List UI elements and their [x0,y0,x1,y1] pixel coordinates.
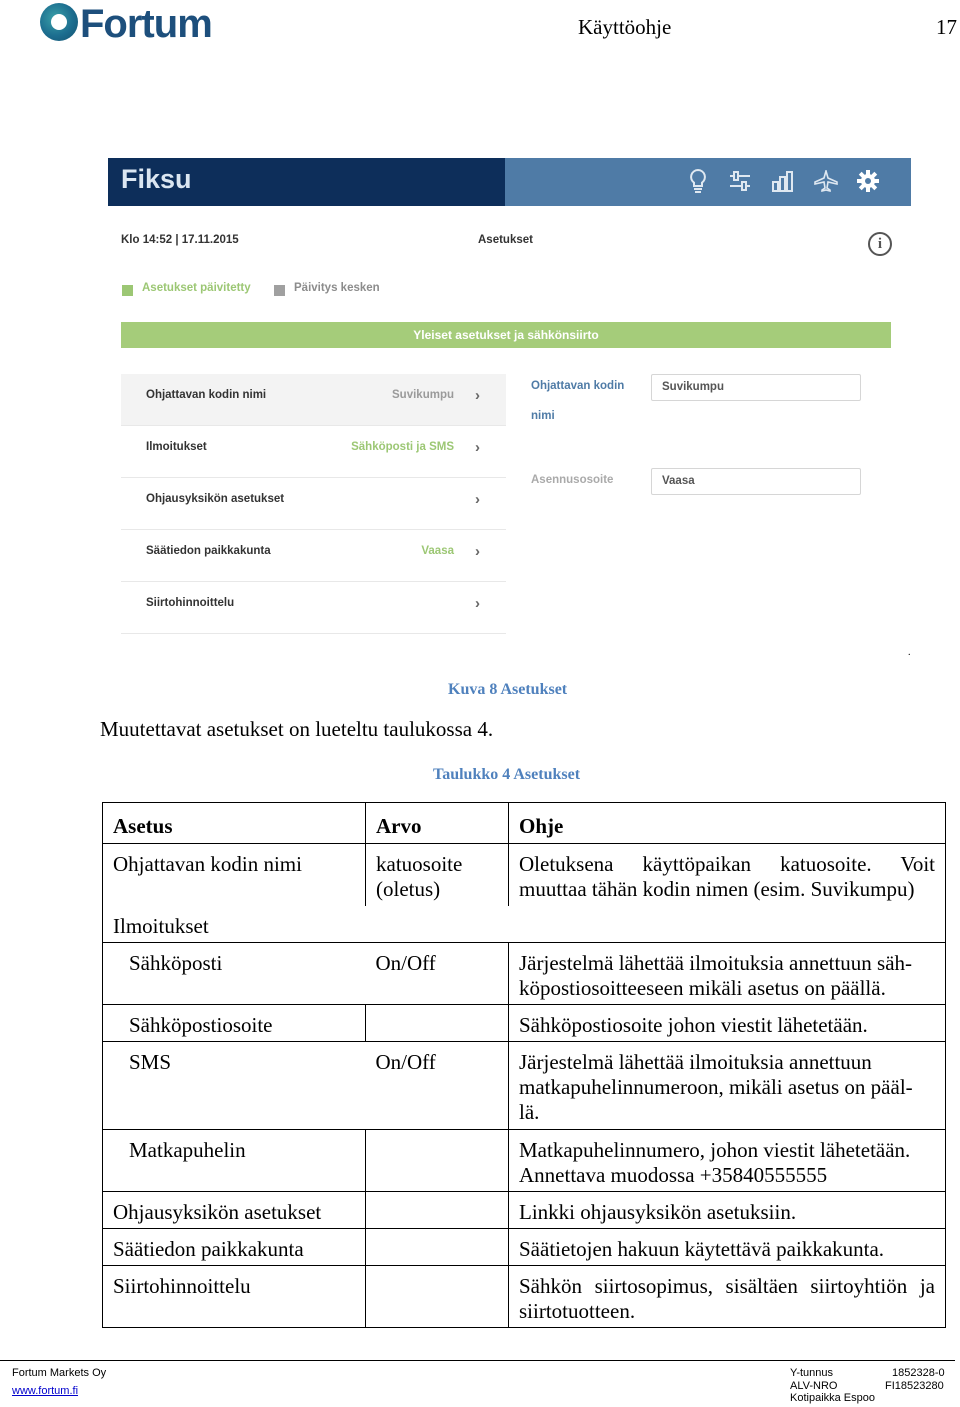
row-value [366,1130,509,1192]
table-row [103,1042,946,1130]
menu-item-label: Ohjausyksikön asetukset [146,493,285,505]
figure-caption: Kuva 8 Asetukset [448,681,568,698]
home-name-input[interactable]: Suvikumpu [651,374,861,401]
menu-item-notifications[interactable] [121,426,506,478]
app-page-label: Asetukset [478,234,533,246]
settings-menu [121,374,506,634]
lightbulb-icon[interactable] [684,167,712,195]
row-value: On/Off [366,943,509,1005]
help-line: Järjestelmä lähettää ilmoituksia annettuun säh- [519,951,913,975]
pending-legend-square [274,285,285,296]
fortum-logo-mark [40,3,78,41]
menu-item-label: Säätiedon paikkakunta [146,545,271,557]
row-help: Linkki ohjausyksikön asetuksiin. [509,1192,946,1229]
row-help: Oletuksena käyttöpaikan katuosoite. Voit muuttaa tähän kodin nimen (esim. Suvikumpu) [509,844,946,906]
address-input[interactable]: Vaasa [651,468,861,495]
home-name-label-cont: nimi [531,410,555,422]
airplane-icon[interactable] [812,167,840,195]
row-value [366,1266,509,1328]
help-line: lä. [519,1100,540,1124]
menu-item-value: Vaasa [421,545,454,557]
gear-icon[interactable] [854,167,882,195]
row-value [366,1192,509,1229]
footer-alv-label: ALV-NRO [790,1380,838,1392]
table-row [103,1192,946,1229]
header-value: Arvo [366,803,509,844]
footer-ytunnus-label: Y-tunnus [790,1367,834,1379]
fortum-logo-text: Fortum [80,2,212,46]
footer-company: Fortum Markets Oy [12,1367,107,1379]
chevron-right-icon: › [475,543,480,560]
menu-item-label: Ohjattavan kodin nimi [146,389,267,401]
settings-table [102,802,946,1328]
chevron-right-icon: › [475,387,480,404]
footer-domicile: Kotipaikka Espoo [790,1392,875,1404]
row-value [366,1005,509,1042]
row-value [366,844,509,906]
table-row [103,1005,946,1042]
legend-pending: Päivitys kesken [294,282,380,294]
help-line: Järjestelmä lähettää ilmoituksia annettuun [519,1050,872,1074]
row-setting: Säätiedon paikkakunta [103,1229,366,1266]
row-setting: Siirtohinnoittelu [103,1266,366,1328]
help-line: Annettava muodossa +35840555555 [519,1163,828,1187]
footer-website[interactable] [12,1385,78,1398]
row-help [509,1130,946,1192]
menu-item-weather-location[interactable] [121,530,506,582]
app-datetime: Klo 14:52 | 17.11.2015 [121,234,239,246]
row-setting: Ohjattavan kodin nimi [103,844,366,906]
help-line: Matkapuhelinnumero, johon viestit lähetetään. [519,1138,911,1162]
table-row [103,1130,946,1192]
row-help [509,1042,946,1130]
menu-item-control-unit[interactable] [121,478,506,530]
help-line: köpostiosoitteeseen mikäli asetus on päällä. [519,976,886,1000]
app-name: Fiksu [121,164,192,194]
stray-dot: . [908,647,911,658]
bar-chart-icon[interactable] [769,167,797,195]
home-name-label: Ohjattavan kodin [531,380,625,392]
row-help: Sähköpostiosoite johon viestit lähetetään. [509,1005,946,1042]
header-setting: Asetus [103,803,366,844]
row-setting-group: Ilmoitukset [103,906,946,943]
row-help [509,943,946,1005]
page-number: 17 [936,15,957,39]
menu-item-home-name[interactable] [121,374,506,426]
menu-item-value: Suvikumpu [392,389,454,401]
footer-alv-value: FI18523280 [885,1380,944,1392]
legend-updated: Asetukset päivitetty [142,282,251,294]
table-caption: Taulukko 4 Asetukset [433,766,581,783]
chevron-right-icon: › [475,491,480,508]
row-value: On/Off [366,1042,509,1130]
table-row [103,1229,946,1266]
help-line: matkapuhelinnumeroon, mikäli asetus on pääl- [519,1075,913,1099]
menu-item-transfer-pricing[interactable] [121,582,506,634]
menu-item-label: Siirtohinnoittelu [146,597,235,609]
value-line: katuosoite [376,852,463,876]
row-help: Säätietojen hakuun käytettävä paikkakunta. [509,1229,946,1266]
row-setting: Ohjausyksikön asetukset [103,1192,366,1229]
section-header: Yleiset asetukset ja sähkönsiirto [121,322,891,348]
sliders-icon[interactable] [726,167,754,195]
table-header-row [103,803,946,844]
row-help: Sähkön siirtosopimus, sisältäen siirtoyhtiön ja siirtotuotteen. [509,1266,946,1328]
table-row [103,943,946,1005]
table-row [103,844,946,906]
app-screenshot [108,158,911,638]
header-help: Ohje [509,803,946,844]
row-setting: SMS [103,1042,366,1130]
footer-divider [0,1360,955,1361]
updated-legend-square [122,285,133,296]
address-label: Asennusosoite [531,474,614,486]
table-row [103,1266,946,1328]
footer-ytunnus-value: 1852328-0 [892,1367,945,1379]
document-title: Käyttöohje [578,15,672,39]
table-row [103,906,946,943]
menu-item-value: Sähköposti ja SMS [351,441,454,453]
website-link[interactable]: www.fortum.fi [12,1385,79,1397]
info-icon[interactable]: i [868,232,892,256]
chevron-right-icon: › [475,595,480,612]
value-line: (oletus) [376,877,441,901]
row-setting: Sähköposti [103,943,366,1005]
menu-item-label: Ilmoitukset [146,441,207,453]
intro-paragraph: Muutettavat asetukset on lueteltu taulukossa 4. [100,717,494,741]
row-value [366,1229,509,1266]
row-setting: Matkapuhelin [103,1130,366,1192]
chevron-right-icon: › [475,439,480,456]
row-setting: Sähköpostiosoite [103,1005,366,1042]
